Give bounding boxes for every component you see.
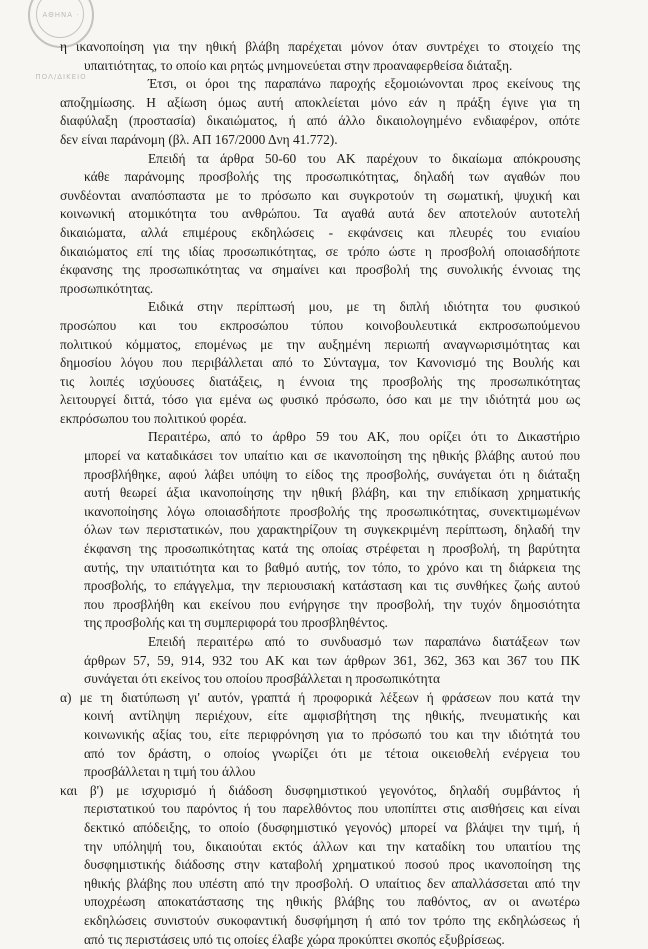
text-line: πολιτικού κόμματος, επομένως με την αυξημένη περιωπή αναγνωρισιμότητας και bbox=[60, 336, 580, 355]
text-line: όλων των περιστατικών, που χαρακτηρίζουν τη συγκεκριμένη περίπτωση, δηλαδή την bbox=[60, 521, 580, 540]
text-line: προσβάλλεται η τιμή του άλλου bbox=[60, 763, 580, 782]
text-line: προσβολής, το επάγγελμα, την περιουσιακή κατάσταση και τις συνθήκες ζωής αυτού bbox=[60, 577, 580, 596]
text-line: από τον δράστη, ο οποίος γνωρίζει ότι με τέτοια οικειοθελή ενέργεια του bbox=[60, 745, 580, 764]
text-line: της προσβολής και τη συμπεριφορά του προσβληθέντος. bbox=[60, 614, 580, 633]
text-line: συνάγεται ότι εκείνος του οποίου προσβάλλεται η προσωπικότητα bbox=[60, 670, 580, 689]
text-line: λειτουργεί διττά, τόσο για εμένα ως φυσικό πρόσωπο, όσο και με την ιδιότητά μου ως bbox=[60, 391, 580, 410]
text-line: κοινή αντίληψη περιέχουν, είτε αμφισβήτηση της ηθικής, πνευματικής και bbox=[60, 707, 580, 726]
text-line: Επειδή περαιτέρω από το συνδυασμό των παραπάνω διατάξεων των bbox=[60, 633, 580, 652]
text-line: δεκτικό απόδειξης, το οποίο (δυσφημιστικό γεγονός) μπορεί να βλάψει την τιμή, ή bbox=[60, 819, 580, 838]
text-line: η ικανοποίηση για την ηθική βλάβη παρέχεται μόνον όταν συντρέχει το στοιχείο της bbox=[60, 38, 580, 57]
text-line: την υπόληψή του, δικαιούται εκτός άλλων και την καταδίκη του υπαιτίου της bbox=[60, 838, 580, 857]
text-line: προσωπικότητας. bbox=[60, 280, 580, 299]
text-line: Επειδή τα άρθρα 50-60 του ΑΚ παρέχουν το δικαίωμα απόκρουσης bbox=[60, 150, 580, 169]
text-line: αυτή θεωρεί άξια ικανοποίησης την ηθική βλάβη, και την επιδίκαση χρηματικής bbox=[60, 484, 580, 503]
text-line: Ειδικά στην περίπτωσή μου, με τη διπλή ιδιότητα του φυσικού bbox=[60, 298, 580, 317]
text-line: αποζημίωσης. Η αξίωση όμως αυτή αποκλείεται μόνο εάν η πράξη έγινε για τη bbox=[60, 94, 580, 113]
text-line: δικαιώματος επί της ιδίας προσωπικότητας, σε τρόπο ώστε η προσβολή οποιασδήποτε bbox=[60, 243, 580, 262]
text-line: που προσβλήθη και εκείνου που ενήργησε την προσβολή, την τυχόν δημοσιότητα bbox=[60, 596, 580, 615]
text-line: Περαιτέρω, από το άρθρο 59 του ΑΚ, που ορίζει ότι το Δικαστήριο bbox=[60, 428, 580, 447]
stamp-text: ΑΘΗΝΑ · ΠΟΛ/ΔΙΚΕΙΟ bbox=[30, 0, 92, 46]
text-line: δημοσίου λόγου που περιβάλλεται από το Σύνταγμα, τον Κανονισμό της Βουλής και bbox=[60, 354, 580, 373]
text-line: μπορεί να καταδικάσει τον υπαίτιο και σε ικανοποίηση της ηθικής βλάβης αυτού που bbox=[60, 447, 580, 466]
text-line: Έτσι, οι όροι της παραπάνω παροχής εξομοιώνονται προς εκείνους της bbox=[60, 75, 580, 94]
text-line: από τις περιστάσεις υπό τις οποίες έλαβε χώρα προκύπτει σκοπός εξυβρίσεως. bbox=[60, 931, 580, 949]
text-line: συνδέονται αναπόσπαστα με το πρόσωπο και συγκροτούν τη σωματική, ψυχική και bbox=[60, 187, 580, 206]
text-line: περιστατικού του παρόντος ή του παρελθόντος που υποπίπτει στις αισθήσεις και είναι bbox=[60, 800, 580, 819]
text-line: ικανοποίησης λόγω οποιασδήποτε προσβολής της προσωπικότητας, συνεκτιμωμένων bbox=[60, 503, 580, 522]
text-line: υποχρέωση αποκατάστασης της ηθικής βλάβης του παθόντος, αν οι ανωτέρω bbox=[60, 893, 580, 912]
text-line: ηθικής βλάβης που υπέστη από την προσβολή. Ο υπαίτιος δεν απαλλάσσεται από την bbox=[60, 875, 580, 894]
text-line: κάθε παράνομης προσβολής της προσωπικότητας, δηλαδή των αγαθών που bbox=[60, 168, 580, 187]
text-line: υπαιτιότητας, το οποίο και ρητώς μνημονεύεται στην προαναφερθείσα διάταξη. bbox=[60, 57, 580, 76]
text-line: προσώπου και του εκπροσώπου τύπου κοινοβουλευτικά εκπροσωπούμενου bbox=[60, 317, 580, 336]
text-line: εκπρόσωπου του πολιτικού φορέα. bbox=[60, 410, 580, 429]
text-line: και β') με ισχυρισμό ή διάδοση δυσφημιστικού γεγονότος, δηλαδή συμβάντος ή bbox=[60, 782, 580, 801]
text-line: εκδηλώσεις συνιστούν συκοφαντική δυσφήμηση ή από τον τρόπο της εκδηλώσεως ή bbox=[60, 912, 580, 931]
text-line: αυτής, την υπαιτιότητα και το βαθμό αυτής, τον τόπο, το χρόνο και τη διάρκεια της bbox=[60, 559, 580, 578]
document-body bbox=[60, 38, 580, 949]
text-line: κοινωνικής αξίας του, είτε περιφρόνηση για το πρόσωπό του και την ιδιότητά του bbox=[60, 726, 580, 745]
text-line: δικαιώματα, αλλά επιμέρους εκδηλώσεις - εκφάνσεις και πλευρές του ενιαίου bbox=[60, 224, 580, 243]
text-line: α) με τη διατύπωση γι' αυτόν, γραπτά ή προφορικά λέξεων ή φράσεων που κατά την bbox=[60, 689, 580, 708]
text-line: προσβλήθηκε, αφού λάβει υπόψη το είδος της προσβολής, συνάγεται ότι η διάταξη bbox=[60, 466, 580, 485]
text-line: κοινωνική ατομικότητα του ανθρώπου. Τα αγαθά αυτά δεν αποτελούν αυτοτελή bbox=[60, 205, 580, 224]
text-line: δυσφημιστικής διάδοσης στην καταβολή χρηματικού ποσού προς ικανοποίηση της bbox=[60, 856, 580, 875]
text-line: άρθρων 57, 59, 914, 932 του ΑΚ και των άρθρων 361, 362, 363 και 367 του ΠΚ bbox=[60, 652, 580, 671]
text-line: τις λοιπές ισχύουσες διατάξεις, η έννοια της προσβολής της προσωπικότητας bbox=[60, 373, 580, 392]
text-line: δεν είναι παράνομη (βλ. ΑΠ 167/2000 Δνη 41.772). bbox=[60, 131, 580, 150]
text-line: έκφανση της προσωπικότητας κατά της οποίας στρέφεται η προσβολή, τη βαρύτητα bbox=[60, 540, 580, 559]
text-line: διαφύλαξη (προστασία) δικαιώματος, ή από άλλο δικαιολογημένο ενδιαφέρον, οπότε bbox=[60, 112, 580, 131]
text-line: έκφανσης της προσωπικότητας να σημαίνει και προσβολή της συνολικής έννοιας της bbox=[60, 261, 580, 280]
